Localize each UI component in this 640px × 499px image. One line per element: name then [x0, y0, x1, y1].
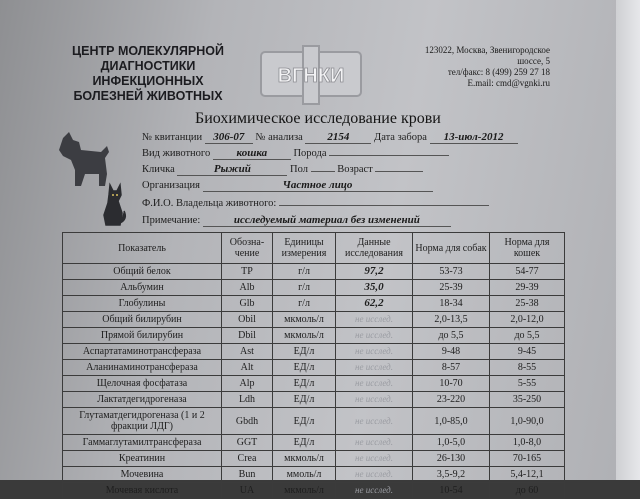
cell-code: Dbil	[222, 328, 273, 344]
cell-unit: г/л	[273, 280, 336, 296]
cell-dog-norm: 25-39	[413, 280, 490, 296]
table-row	[63, 328, 565, 344]
cell-dog-norm: 26-130	[413, 451, 490, 467]
dog-silhouette-icon	[55, 130, 115, 190]
table-row	[63, 483, 565, 499]
organization-name: ЦЕНТР МОЛЕКУЛЯРНОЙ ДИАГНОСТИКИ ИНФЕКЦИОННЫХ БОЛЕЗНЕЙ ЖИВОТНЫХ	[72, 44, 224, 103]
cell-unit: ЕД/л	[273, 392, 336, 408]
cell-dog-norm: 23-220	[413, 392, 490, 408]
cell-unit: ЕД/л	[273, 408, 336, 435]
name-value: Рыжий	[177, 163, 287, 176]
cell-indicator: Общий билирубин	[63, 312, 222, 328]
cell-result: не исслед.	[336, 408, 413, 435]
table-row	[63, 392, 565, 408]
cell-code: GGT	[222, 435, 273, 451]
organization-row: Организация Частное лицо	[142, 179, 433, 192]
cell-dog-norm: 10-54	[413, 483, 490, 499]
cell-cat-norm: 2,0-12,0	[490, 312, 565, 328]
cell-cat-norm: 1,0-8,0	[490, 435, 565, 451]
cell-code: UA	[222, 483, 273, 499]
note-row: Примечание: исследуемый материал без изменений	[142, 214, 451, 227]
cell-cat-norm: 9-45	[490, 344, 565, 360]
cell-code: Bun	[222, 467, 273, 483]
cell-dog-norm: до 5,5	[413, 328, 490, 344]
table-row	[63, 451, 565, 467]
cat-silhouette-icon	[98, 183, 128, 227]
note-value: исследуемый материал без изменений	[203, 214, 451, 227]
cell-indicator: Глобулины	[63, 296, 222, 312]
breed-blank	[329, 155, 449, 156]
table-header-row	[63, 233, 565, 264]
cell-result: 97,2	[336, 264, 413, 280]
cell-result: не исслед.	[336, 435, 413, 451]
cell-unit: ммоль/л	[273, 467, 336, 483]
table-row	[63, 408, 565, 435]
header-unit: Единицы измерения	[273, 233, 336, 264]
cell-indicator: Мочевая кислота	[63, 483, 222, 499]
cell-result: не исслед.	[336, 360, 413, 376]
cell-indicator: Аспартатаминотрансфераза	[63, 344, 222, 360]
cell-unit: мкмоль/л	[273, 451, 336, 467]
cell-code: Ldh	[222, 392, 273, 408]
analysis-value: 2154	[305, 131, 371, 144]
cell-indicator: Лактатдегидрогеназа	[63, 392, 222, 408]
cell-dog-norm: 8-57	[413, 360, 490, 376]
cell-code: TP	[222, 264, 273, 280]
table-row	[63, 467, 565, 483]
organization-value: Частное лицо	[203, 179, 433, 192]
cell-code: Alt	[222, 360, 273, 376]
date-value: 13-июл-2012	[430, 131, 518, 144]
header-dog-norm: Норма для собак	[413, 233, 490, 264]
cell-code: Crea	[222, 451, 273, 467]
results-table	[62, 232, 565, 499]
age-blank	[375, 171, 423, 172]
cell-cat-norm: до 5,5	[490, 328, 565, 344]
vgnki-logo	[255, 44, 367, 106]
name-row: Кличка Рыжий Пол Возраст	[142, 163, 423, 176]
cell-unit: мкмоль/л	[273, 312, 336, 328]
cell-indicator: Глутаматдегидрогеназа (1 и 2 фракции ЛДГ)	[63, 408, 222, 435]
cell-result: не исслед.	[336, 392, 413, 408]
cell-code: Glb	[222, 296, 273, 312]
cell-code: Alp	[222, 376, 273, 392]
cell-cat-norm: 5,4-12,1	[490, 467, 565, 483]
cell-cat-norm: 54-77	[490, 264, 565, 280]
cell-cat-norm: 25-38	[490, 296, 565, 312]
owner-blank	[279, 205, 489, 206]
animal-row: Вид животного кошка Порода	[142, 147, 449, 160]
receipt-value: 306-07	[205, 131, 253, 144]
cell-result: не исслед.	[336, 451, 413, 467]
cell-unit: ЕД/л	[273, 360, 336, 376]
table-body	[63, 264, 565, 499]
cell-result: 35,0	[336, 280, 413, 296]
cell-unit: ЕД/л	[273, 435, 336, 451]
cell-result: 62,2	[336, 296, 413, 312]
cell-indicator: Мочевина	[63, 467, 222, 483]
cell-indicator: Гаммаглутамилтрансфераза	[63, 435, 222, 451]
cell-dog-norm: 3,5-9,2	[413, 467, 490, 483]
cell-unit: г/л	[273, 296, 336, 312]
cell-result: не исслед.	[336, 344, 413, 360]
cell-dog-norm: 9-48	[413, 344, 490, 360]
cell-dog-norm: 10-70	[413, 376, 490, 392]
cell-indicator: Аланинаминотрансфераза	[63, 360, 222, 376]
table-row	[63, 312, 565, 328]
cell-result: не исслед.	[336, 376, 413, 392]
table-row	[63, 296, 565, 312]
cell-cat-norm: 35-250	[490, 392, 565, 408]
cell-cat-norm: 29-39	[490, 280, 565, 296]
logo-text: ВГНКИ	[277, 65, 345, 87]
cell-indicator: Прямой билирубин	[63, 328, 222, 344]
cell-dog-norm: 2,0-13,5	[413, 312, 490, 328]
cell-dog-norm: 1,0-85,0	[413, 408, 490, 435]
cell-indicator: Щелочная фосфатаза	[63, 376, 222, 392]
cell-result: не исслед.	[336, 312, 413, 328]
cell-dog-norm: 53-73	[413, 264, 490, 280]
cell-unit: мкмоль/л	[273, 328, 336, 344]
header-code: Обозна-чение	[222, 233, 273, 264]
cell-code: Obil	[222, 312, 273, 328]
cell-unit: ЕД/л	[273, 344, 336, 360]
table-row	[63, 376, 565, 392]
table-row	[63, 344, 565, 360]
cell-cat-norm: до 60	[490, 483, 565, 499]
cell-code: Alb	[222, 280, 273, 296]
header-cat-norm: Норма для кошек	[490, 233, 565, 264]
cell-dog-norm: 18-34	[413, 296, 490, 312]
sex-blank	[311, 171, 335, 172]
animal-value: кошка	[213, 147, 291, 160]
cell-code: Ast	[222, 344, 273, 360]
table-row	[63, 280, 565, 296]
cell-cat-norm: 1,0-90,0	[490, 408, 565, 435]
cell-indicator: Альбумин	[63, 280, 222, 296]
header-value: Данные исследования	[336, 233, 413, 264]
cell-result: не исслед.	[336, 328, 413, 344]
receipt-row: № квитанции 306-07 № анализа 2154 Дата забора 13-июл-2012	[142, 131, 518, 144]
cell-cat-norm: 8-55	[490, 360, 565, 376]
cell-unit: ЕД/л	[273, 376, 336, 392]
cell-indicator: Общий белок	[63, 264, 222, 280]
cell-unit: мкмоль/л	[273, 483, 336, 499]
owner-row: Ф.И.О. Владельца животного:	[142, 198, 489, 209]
cell-unit: г/л	[273, 264, 336, 280]
table-row	[63, 435, 565, 451]
cell-result: не исслед.	[336, 467, 413, 483]
cell-dog-norm: 1,0-5,0	[413, 435, 490, 451]
document-title: Биохимическое исследование крови	[195, 110, 441, 127]
cell-cat-norm: 70-165	[490, 451, 565, 467]
header-indicator: Показатель	[63, 233, 222, 264]
table-row	[63, 360, 565, 376]
organization-address: 123022, Москва, Звенигородское шоссе, 5 тел/факс: 8 (499) 259 27 18 E.mail: cmd@vgnki.ru	[424, 45, 550, 88]
cell-cat-norm: 5-55	[490, 376, 565, 392]
paper-stack-edge	[616, 0, 640, 480]
table-row	[63, 264, 565, 280]
cell-indicator: Креатинин	[63, 451, 222, 467]
cell-result: не исслед.	[336, 483, 413, 499]
cell-code: Gbdh	[222, 408, 273, 435]
